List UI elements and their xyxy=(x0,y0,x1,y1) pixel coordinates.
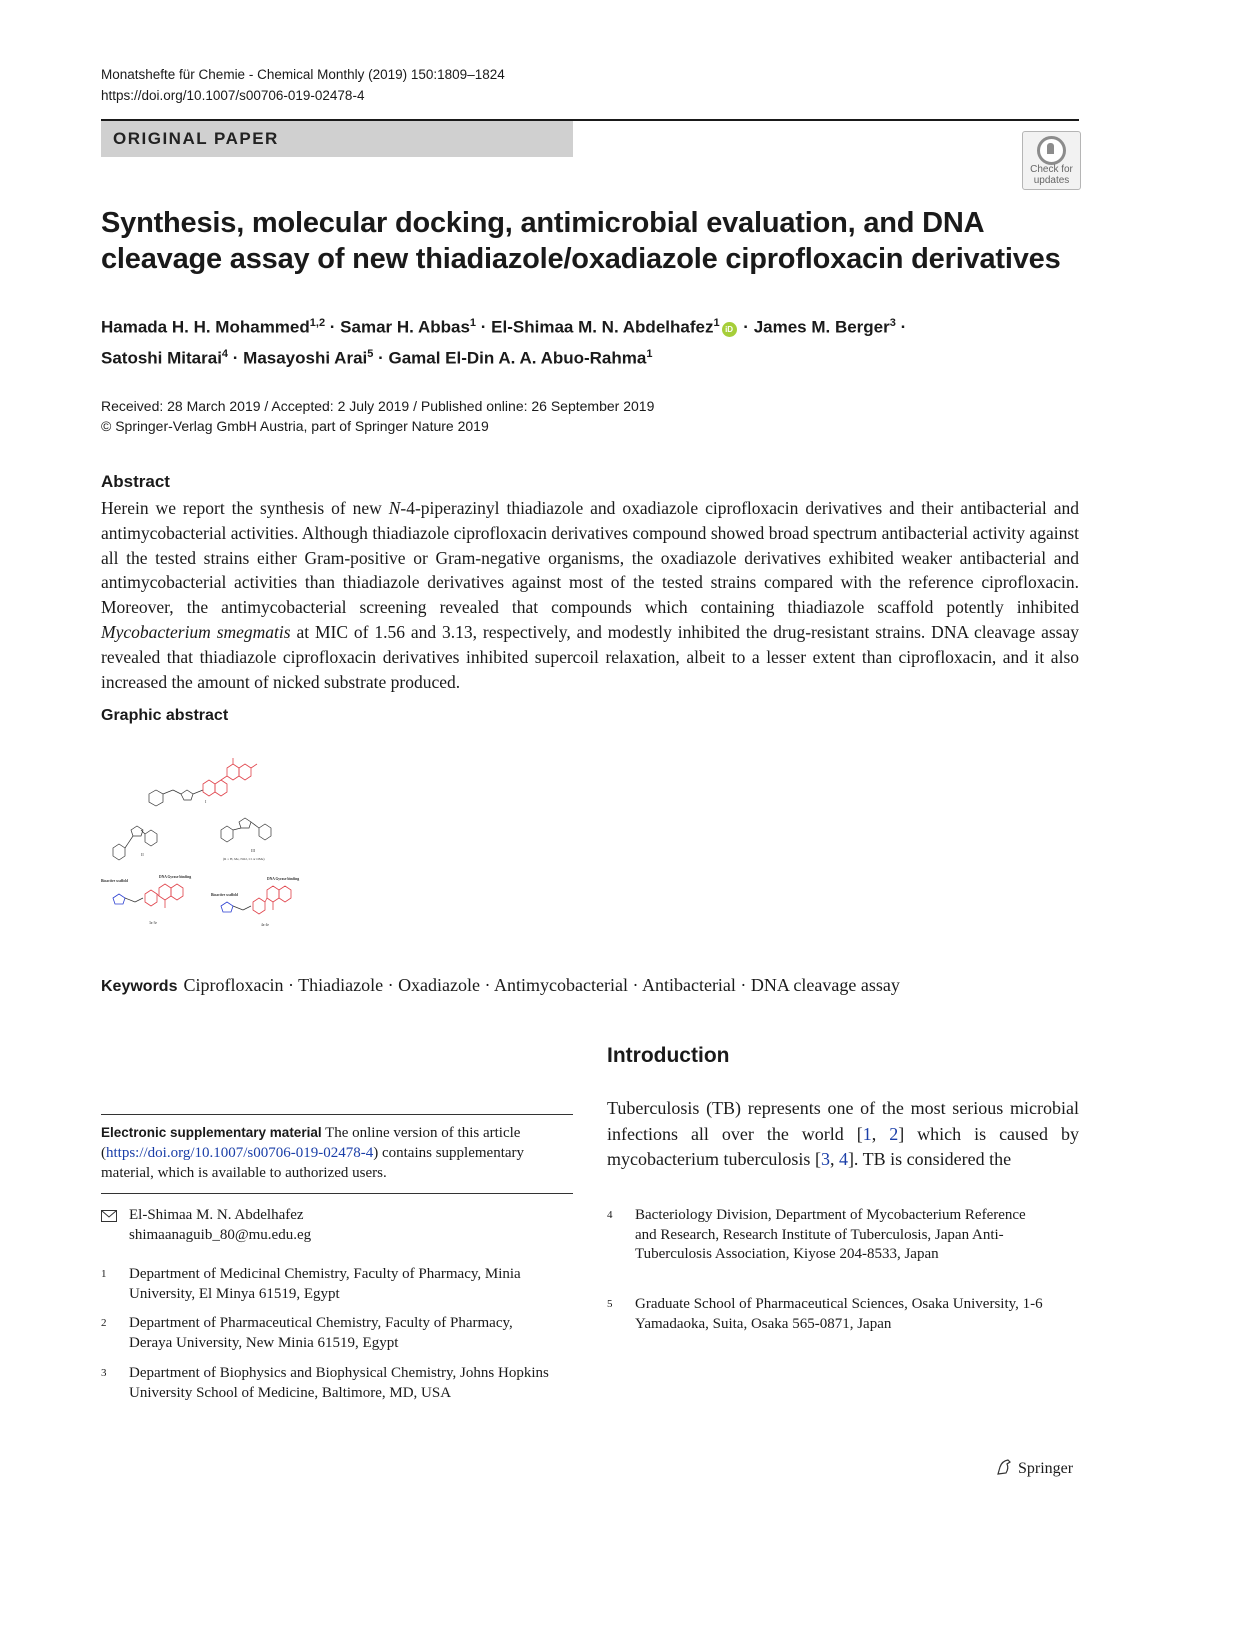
figure-label-dna-right: DNA Gyrase binding xyxy=(267,877,300,881)
citation-link[interactable]: 2 xyxy=(889,1123,899,1144)
corresponding-name: El-Shimaa M. N. Abdelhafez xyxy=(129,1207,304,1223)
check-updates-label: Check for updates xyxy=(1030,164,1073,186)
keywords-label: Keywords xyxy=(101,978,178,995)
copyright-line: © Springer-Verlag GmbH Austria, part of Springer Nature 2019 xyxy=(101,418,489,434)
citation-link[interactable]: 4 xyxy=(838,1149,848,1169)
doi-link[interactable]: https://doi.org/10.1007/s00706-019-02478-4 xyxy=(101,88,365,103)
affiliation-item: 1 Department of Medicinal Chemistry, Faculty of Pharmacy, Minia University, El Minya 61519, Egypt xyxy=(101,1266,521,1302)
envelope-icon xyxy=(101,1210,117,1222)
keywords-line xyxy=(101,973,900,999)
figure-label-scaffold-right: Bioactive scaffold xyxy=(211,893,239,897)
springer-horse-icon xyxy=(994,1457,1014,1477)
figure-label-scaffold-left: Bioactive scaffold xyxy=(101,879,129,883)
citation-link[interactable]: 3 xyxy=(820,1149,830,1169)
check-for-updates-badge[interactable] xyxy=(1022,131,1081,190)
figure-label-dna-left: DNA Gyrase binding xyxy=(159,875,192,879)
paper-title: Synthesis, molecular docking, antimicrobial evaluation, and DNA cleavage assay of new thiadiazole/oxadiazole ciprofloxacin derivatives xyxy=(101,207,1061,275)
corresponding-email[interactable]: shimaanaguib_80@mu.edu.eg xyxy=(129,1226,312,1243)
supplementary-doi-link[interactable]: https://doi.org/10.1007/s00706-019-02478-4 xyxy=(106,1145,374,1161)
publisher-logo xyxy=(994,1457,1073,1478)
figure-label-iii: III xyxy=(251,848,255,853)
author-name[interactable]: Hamada H. H. Mohammed xyxy=(101,317,310,337)
author-name[interactable]: Satoshi Mitarai xyxy=(101,348,222,368)
introduction-text: Tuberculosis (TB) represents one of the most serious microbial infections all over the world [1, 2] which is caused by mycobacterium tuberculosis [3, 4]. TB is considered the xyxy=(607,1098,1080,1169)
footnote-rule xyxy=(101,1193,573,1194)
author-list: Hamada H. H. Mohammed$^{1,2}$ · Samar H. Abbas$^1$ · El-Shimaa M. N. Abdelhafez$^1$iD · James M. Berger$^3$ · Satoshi Mitarai$^4$ · Masayoshi Arai$^5$ · Gamal El-Din A. A. Abuo-Rahma$^1$ xyxy=(101,317,907,368)
keywords-list: Ciprofloxacin · Thiadiazole · Oxadiazole · Antimycobacterial · Antibacterial · DNA cleavage assay xyxy=(183,975,900,995)
author-name[interactable]: Masayoshi Arai xyxy=(243,348,368,368)
author-name[interactable]: Samar H. Abbas xyxy=(340,317,470,337)
author-name[interactable]: James M. Berger xyxy=(753,317,890,337)
abstract-text: Herein we report the synthesis of new N-4-piperazinyl thiadiazole and oxadiazole ciprofloxacin derivatives and their antibacterial and antimycobacterial activities. Although thiadiazole ciprofloxacin derivatives compound showed broad spectrum antibacterial activity against all the tested strains either Gram-positive or Gram-negative organisms, the oxadiazole derivatives exhibited weaker antibacterial and antimycobacterial activities than thiadiazole derivatives against most of the tested strains compared with the reference ciprofloxacin. Moreover, the antimycobacterial screening revealed that compounds which containing thiadiazole scaffold potently inhibited Mycobacterium smegmatis at MIC of 1.56 and 3.13, respectively, and modestly inhibited the drug-resistant strains. DNA cleavage assay revealed that thiadiazole ciprofloxacin derivatives inhibited supercoil relaxation, albeit to a lesser extent than ciprofloxacin, and it also increased the amount of nicked substrate produced. xyxy=(101,498,1079,692)
footnote-rule xyxy=(101,1114,573,1115)
graphic-abstract-heading: Graphic abstract xyxy=(101,707,229,724)
author-name[interactable]: El-Shimaa M. N. Abdelhafez xyxy=(491,317,714,337)
journal-citation: Monatshefte für Chemie - Chemical Monthly (2019) 150:1809–1824 xyxy=(101,67,505,82)
introduction-heading: Introduction xyxy=(607,1044,730,1067)
figure-label-compound-right: 4a-4e xyxy=(261,923,269,927)
affiliation-item: 2 Department of Pharmaceutical Chemistry, Faculty of Pharmacy, Deraya University, New Minia 61519, Egypt xyxy=(101,1315,513,1351)
orcid-icon[interactable]: iD xyxy=(722,322,737,337)
abstract-heading: Abstract xyxy=(101,472,170,491)
citation-link[interactable]: 1 xyxy=(862,1123,872,1144)
publication-dates xyxy=(101,396,654,436)
journal-header xyxy=(101,64,505,106)
figure-label-i: I xyxy=(205,799,207,804)
section-label: ORIGINAL PAPER xyxy=(113,129,279,148)
history-dates: Received: 28 March 2019 / Accepted: 2 July 2019 / Published online: 26 September 2019 xyxy=(101,398,655,414)
figure-label-compound-left: 3a-3e xyxy=(149,921,157,925)
affiliation-item: 5 Graduate School of Pharmaceutical Sciences, Osaka University, 1-6 Yamadaoka, Suita, Osaka 565-0871, Japan xyxy=(607,1296,1043,1332)
graphic-abstract-figure xyxy=(101,748,321,938)
affiliation-item: 4 Bacteriology Division, Department of Mycobacterium Reference and Research, Research Institute of Tuberculosis, Japan Anti-Tuberculosis Association, Kiyose 204-8533, Japan xyxy=(607,1207,1026,1263)
publisher-name: Springer xyxy=(1018,1460,1074,1477)
bookmark-icon xyxy=(1037,136,1066,165)
figure-label-ii: II xyxy=(141,852,144,857)
supplementary-note: Electronic supplementary material The online version of this article (https://doi.org/10.1007/s00706-019-02478-4) contains supplementary material, which is available to authorized users. xyxy=(101,1125,525,1181)
figure-label-r-groups: (R = H, Me, NO2, Cl or OMe) xyxy=(223,857,265,861)
corresponding-author xyxy=(101,1206,573,1248)
affiliation-item: 3 Department of Biophysics and Biophysical Chemistry, Johns Hopkins University School of Medicine, Baltimore, MD, USA xyxy=(101,1365,549,1401)
section-banner xyxy=(101,121,573,157)
author-name[interactable]: Gamal El-Din A. A. Abuo-Rahma xyxy=(388,348,647,368)
